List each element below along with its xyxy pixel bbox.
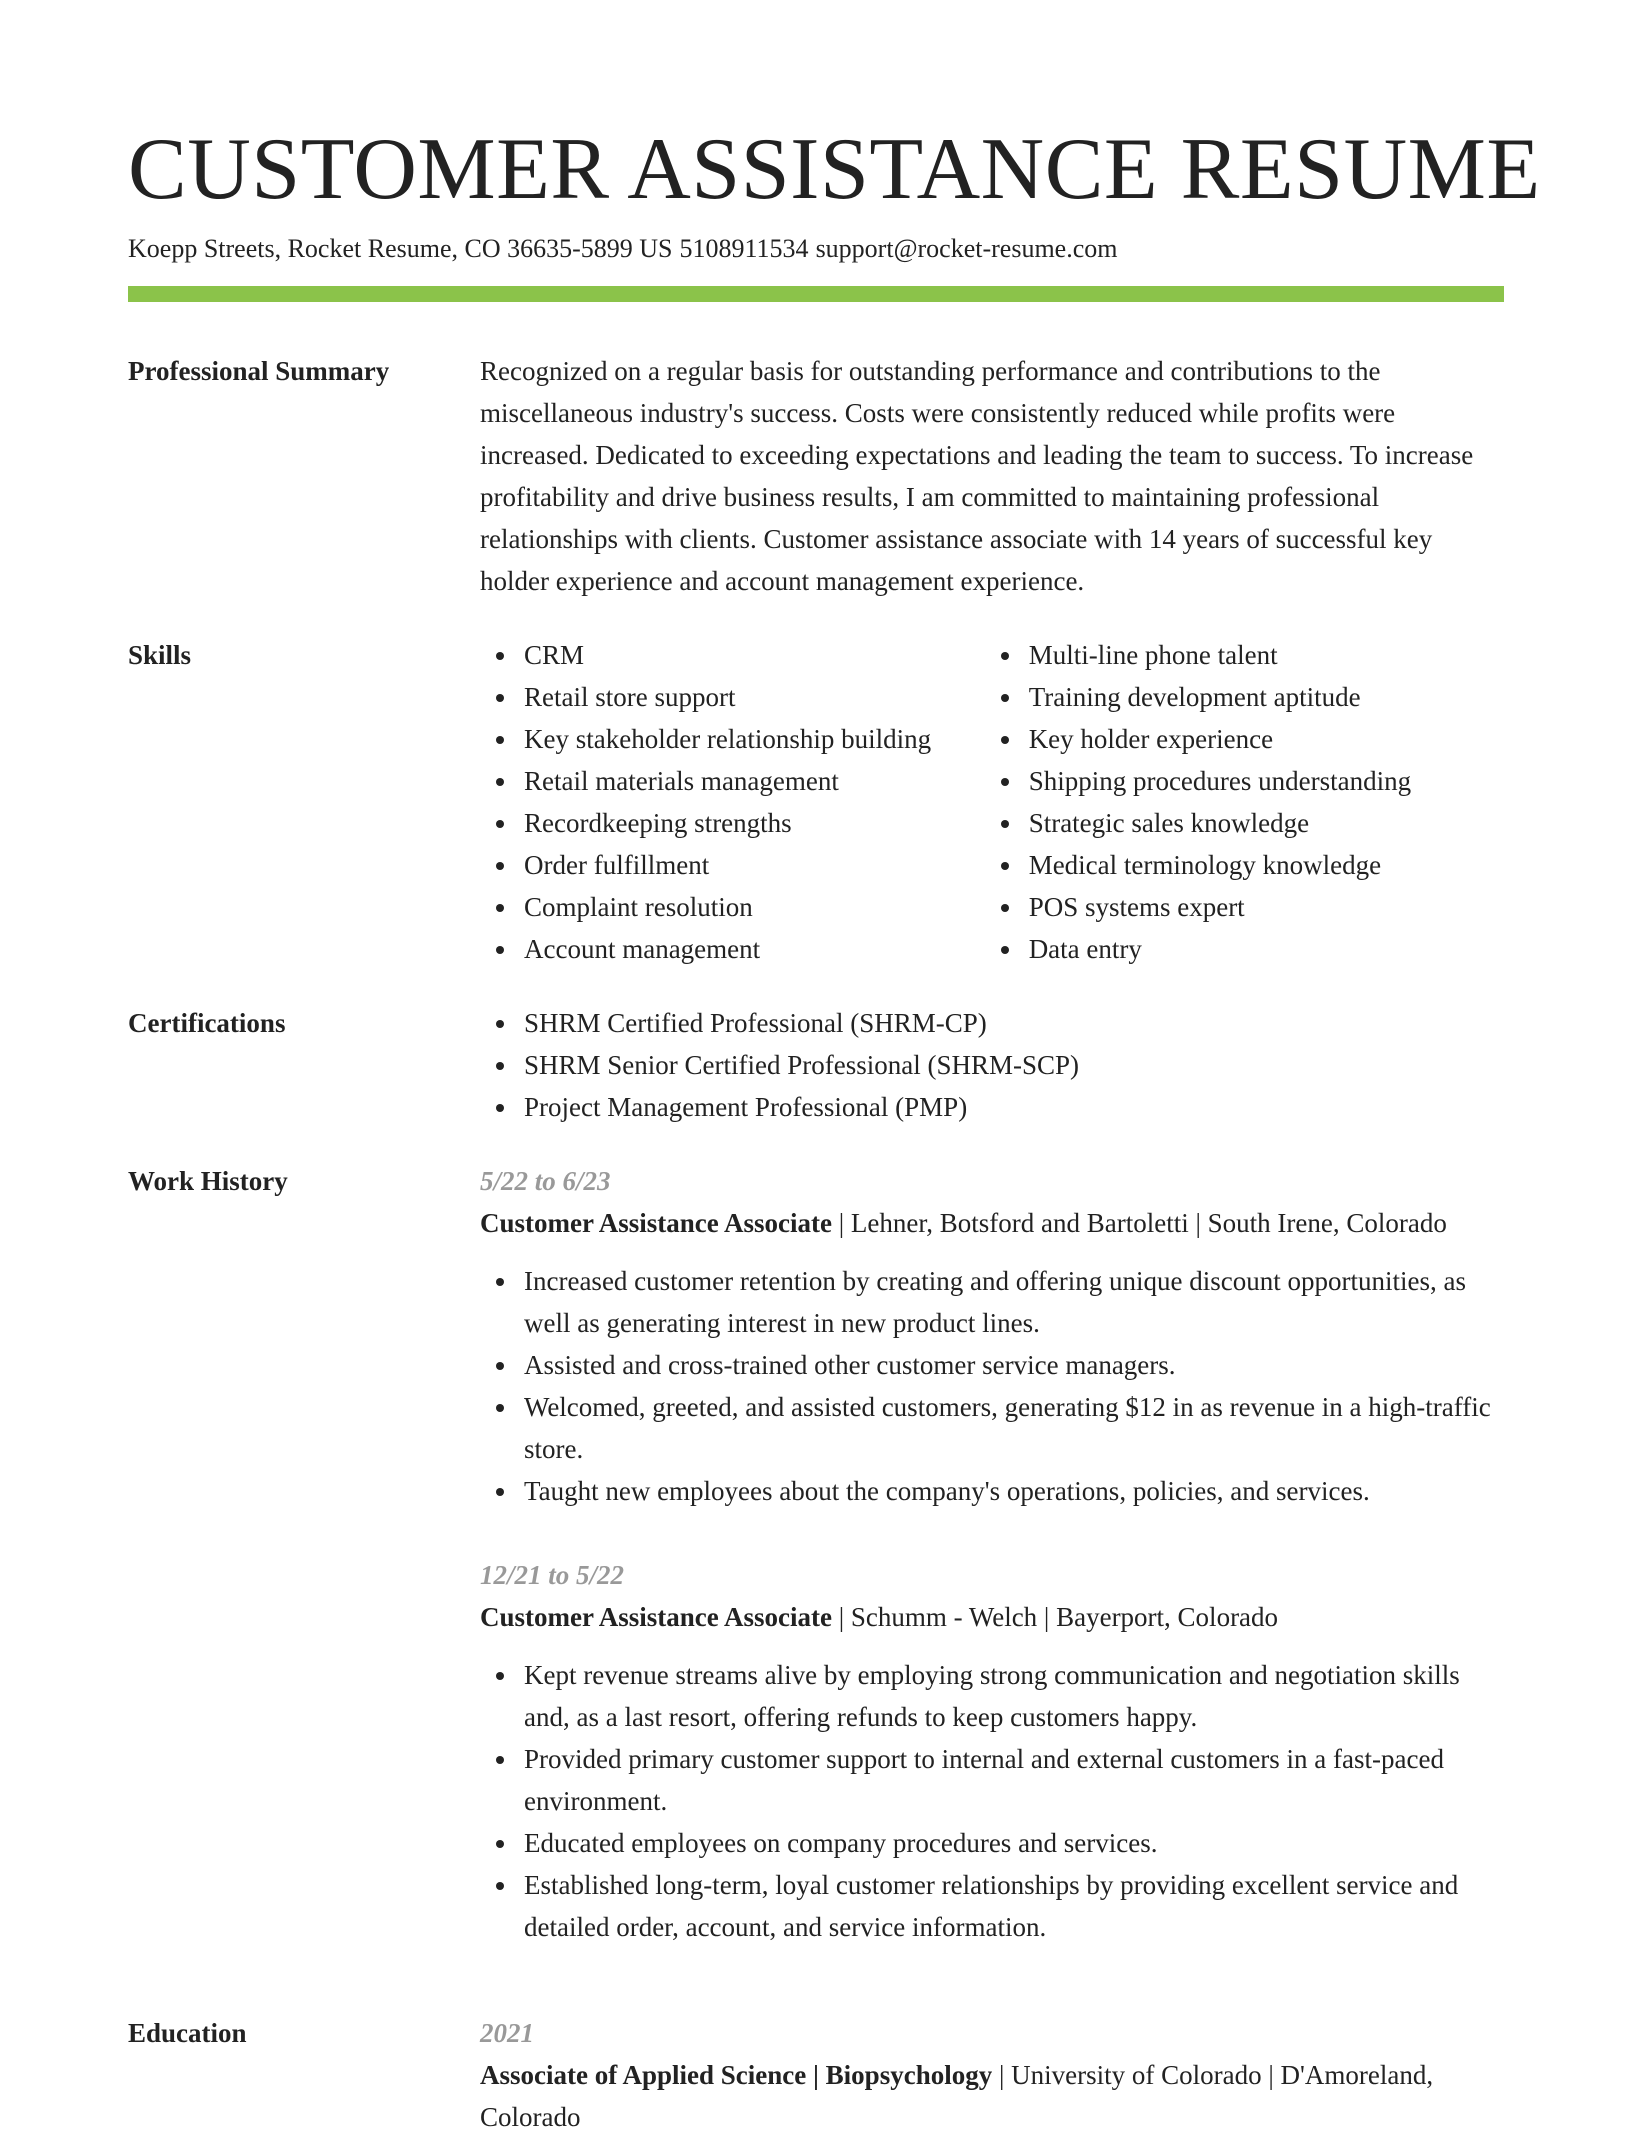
education-year: 2021 bbox=[480, 2018, 534, 2048]
job-entry bbox=[480, 1160, 1504, 1512]
education-degree: Associate of Applied Science | Biopsychology bbox=[480, 2060, 993, 2090]
skill-item: Key stakeholder relationship building bbox=[524, 718, 985, 760]
summary-body bbox=[480, 350, 1504, 602]
job-employer: | Lehner, Botsford and Bartoletti | South Irene, Colorado bbox=[831, 1208, 1447, 1238]
skill-item: Key holder experience bbox=[1029, 718, 1504, 760]
job-bullet: Welcomed, greeted, and assisted customers, generating $12 in as revenue in a high-traffic store. bbox=[524, 1386, 1504, 1470]
contact-address: Koepp Streets, Rocket Resume, CO 36635-5899 US bbox=[128, 234, 673, 263]
education-heading bbox=[480, 2054, 1504, 2138]
skill-item: Medical terminology knowledge bbox=[1029, 844, 1504, 886]
certifications-label: Certifications bbox=[128, 1008, 286, 1038]
certification-item: SHRM Senior Certified Professional (SHRM-SCP) bbox=[524, 1044, 1504, 1086]
work-history-label: Work History bbox=[128, 1166, 288, 1196]
job-bullet: Provided primary customer support to internal and external customers in a fast-paced environment. bbox=[524, 1738, 1504, 1822]
job-entry bbox=[480, 1554, 1504, 1948]
job-dates: 12/21 to 5/22 bbox=[480, 1560, 625, 1590]
certification-item: SHRM Certified Professional (SHRM-CP) bbox=[524, 1002, 1504, 1044]
job-bullet: Established long-term, loyal customer relationships by providing excellent service and detailed order, account, and service information. bbox=[524, 1864, 1504, 1948]
skill-item: Training development aptitude bbox=[1029, 676, 1504, 718]
skill-item: Strategic sales knowledge bbox=[1029, 802, 1504, 844]
job-heading bbox=[480, 1596, 1504, 1638]
skill-item: Data entry bbox=[1029, 928, 1504, 970]
skill-item: Recordkeeping strengths bbox=[524, 802, 985, 844]
education-school: | University of Colorado | D'Amoreland, Colorado bbox=[480, 2060, 1434, 2132]
job-bullets bbox=[480, 1654, 1504, 1948]
skill-item: Shipping procedures understanding bbox=[1029, 760, 1504, 802]
job-title: Customer Assistance Associate bbox=[480, 1602, 832, 1632]
job-bullets bbox=[480, 1260, 1504, 1512]
contact-email: support@rocket-resume.com bbox=[815, 234, 1118, 263]
skill-item: Complaint resolution bbox=[524, 886, 985, 928]
skill-item: CRM bbox=[524, 634, 985, 676]
skills-column-2 bbox=[985, 634, 1504, 970]
job-bullet: Kept revenue streams alive by employing strong communication and negotiation skills and, as a last resort, offering refunds to keep customers happy. bbox=[524, 1654, 1504, 1738]
job-heading bbox=[480, 1202, 1504, 1244]
skill-item: Retail store support bbox=[524, 676, 985, 718]
job-bullet: Increased customer retention by creating and offering unique discount opportunities, as well as generating interest in new product lines. bbox=[524, 1260, 1504, 1344]
skill-item: Account management bbox=[524, 928, 985, 970]
job-title: Customer Assistance Associate bbox=[480, 1208, 832, 1238]
job-bullet: Taught new employees about the company's operations, policies, and services. bbox=[524, 1470, 1504, 1512]
skills-grid bbox=[480, 634, 1504, 970]
certification-item: Project Management Professional (PMP) bbox=[524, 1086, 1504, 1128]
skill-item: Retail materials management bbox=[524, 760, 985, 802]
contact-line bbox=[128, 232, 1117, 266]
header-divider bbox=[128, 286, 1504, 302]
education-label: Education bbox=[128, 2018, 247, 2048]
job-dates: 5/22 to 6/23 bbox=[480, 1166, 611, 1196]
education-body bbox=[480, 2012, 1504, 2138]
job-employer: | Schumm - Welch | Bayerport, Colorado bbox=[831, 1602, 1279, 1632]
skill-item: Order fulfillment bbox=[524, 844, 985, 886]
job-bullet: Assisted and cross-trained other customer service managers. bbox=[524, 1344, 1504, 1386]
skill-item: POS systems expert bbox=[1029, 886, 1504, 928]
certifications-body bbox=[480, 1002, 1504, 1128]
work-history-body bbox=[480, 1160, 1504, 1948]
skill-item: Multi-line phone talent bbox=[1029, 634, 1504, 676]
skills-label: Skills bbox=[128, 640, 192, 670]
skills-column-1 bbox=[480, 634, 985, 970]
summary-text: Recognized on a regular basis for outstanding performance and contributions to the miscellaneous industry's success. Costs were consistently reduced while profits were increased. Dedicated to exceeding expectations and leading the team to success. To increase profitability and drive business results, I am committed to maintaining professional relationships with clients. Customer assistance associate with 14 years of successful key holder experience and account management experience. bbox=[480, 356, 1474, 596]
summary-label: Professional Summary bbox=[128, 356, 390, 386]
certifications-list bbox=[480, 1002, 1504, 1128]
contact-phone: 5108911534 bbox=[679, 234, 809, 263]
job-bullet: Educated employees on company procedures and services. bbox=[524, 1822, 1504, 1864]
resume-title: CUSTOMER ASSISTANCE RESUME bbox=[128, 121, 1541, 218]
